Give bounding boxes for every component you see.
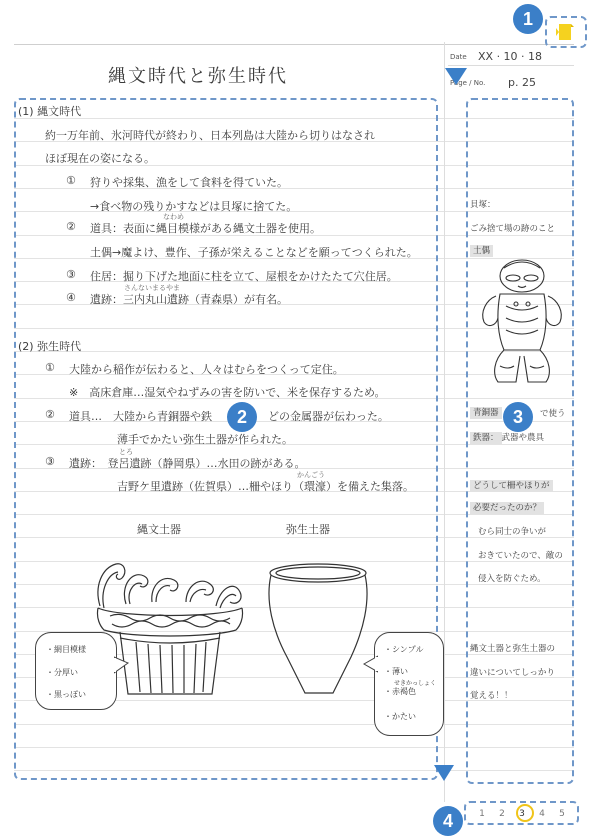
section1-item3-number: ③ — [66, 268, 76, 281]
section2-heading: (2) 弥生時代 — [18, 340, 82, 353]
section1-item4-number: ④ — [66, 291, 76, 304]
page-2-button[interactable]: 2 — [499, 809, 505, 819]
marker-3: 3 — [503, 402, 533, 432]
date-value: XX · 10 · 18 — [478, 50, 543, 63]
section1-item2-sub: 土偶→魔よけ、豊作、子孫が栄えることなどを願ってつくられた。 — [90, 246, 418, 259]
yayoi-callout — [374, 632, 444, 736]
jomon-feature-1: ・網目模様 — [46, 645, 86, 654]
jomon-pottery-label: 縄文土器 — [137, 523, 181, 536]
pagination — [464, 801, 579, 825]
sidebar-answer-3: 侵入を防ぐため。 — [478, 574, 546, 584]
section2-item2-part1: 道具… 大陸から青銅器や鉄 — [69, 410, 212, 423]
section1-item3: 住居：掘り下げた地面に柱を立て、屋根をかけたたて穴住居。 — [90, 270, 398, 283]
yayoi-callout-pointer — [362, 654, 378, 676]
section1-heading: (1) 縄文時代 — [18, 105, 82, 118]
yayoi-feature-2: ・薄い — [384, 667, 408, 676]
jomon-callout — [35, 632, 117, 710]
jomon-feature-2: ・分厚い — [46, 668, 78, 677]
section1-intro-1: 約一万年前、氷河時代が終わり、日本列島は大陸から切りはなされ — [45, 129, 375, 142]
bookmark-icon — [556, 22, 576, 42]
yayoi-pottery-label: 弥生土器 — [286, 523, 330, 536]
sidebar-memo-2: 違いについてしっかり — [470, 668, 555, 678]
section2-item1: 大陸から稲作が伝わると、人々はむらをつくって定住。 — [69, 363, 344, 376]
page-title: 縄文時代と弥生時代 — [108, 66, 288, 87]
sidebar-memo-3: 覚える！！ — [470, 691, 513, 701]
page-3-button[interactable]: 3 — [519, 809, 525, 819]
jomon-callout-pointer — [114, 655, 130, 677]
sidebar-seidoki — [470, 406, 502, 418]
section1-item2-number: ② — [66, 220, 76, 233]
page-number: p. 25 — [508, 76, 536, 89]
marker-2: 2 — [227, 402, 257, 432]
section1-item2-ruby: なわめ — [163, 213, 184, 221]
section2-item2-number: ② — [45, 408, 55, 421]
section1-item1-sub: →食べ物の残りかすなどは貝塚に捨てた。 — [90, 200, 298, 213]
sidebar-kaizuka-label: 貝塚： — [470, 200, 496, 210]
tekki-text: 武器や農具 — [501, 433, 545, 443]
section1-item4-ruby: さんないまるやま — [124, 284, 180, 292]
section1-item1: 狩りや採集、漁をして食料を得ていた。 — [90, 176, 288, 189]
section2-item1-number: ① — [45, 361, 55, 374]
yayoi-pottery-illustration — [263, 561, 373, 696]
question-line-2: 必要だったのか？ — [470, 502, 544, 514]
tekki-highlight: 鉄器： — [470, 432, 502, 444]
page-1-button[interactable]: 1 — [479, 809, 485, 819]
sidebar-answer-1: むら同士の争いが — [478, 527, 547, 537]
section2-item3-sub-ruby: かんごう — [297, 471, 325, 479]
section1-intro-2: ほぼ現在の姿になる。 — [45, 152, 155, 165]
section2-item2-sub: 薄手でかたい弥生土器が作られた。 — [117, 433, 293, 446]
page-label: Page / No. — [450, 79, 486, 87]
sidebar-answer-2: おきていたので、敵の — [478, 551, 563, 561]
section1-item1-number: ① — [66, 174, 76, 187]
yayoi-feature-3: ・赤褐色 — [384, 687, 416, 696]
question-line-1: どうして柵やほりが — [470, 480, 553, 492]
section1-item2: 道具：表面に縄目模様がある縄文土器を使用。 — [90, 222, 321, 235]
sidebar-memo-1: 縄文土器と弥生土器の — [470, 644, 556, 654]
section2-item3: 遺跡： 登呂遺跡（静岡県）…水田の跡がある。 — [69, 457, 306, 470]
section2-item3-number: ③ — [45, 455, 55, 468]
sidebar-kaizuka-text: ごみ捨て場の跡のこと — [470, 224, 556, 234]
scroll-down-icon[interactable] — [444, 66, 468, 86]
marker-4: 4 — [433, 806, 463, 836]
date-label: Date — [450, 53, 467, 61]
yayoi-feature-4: ・かたい — [384, 712, 416, 721]
jomon-feature-3: ・黒っぽい — [46, 690, 86, 699]
yayoi-feature-1: ・シンプル — [384, 645, 424, 654]
seidoki-highlight: 青銅器 — [470, 407, 502, 419]
sidebar-tekki — [470, 431, 544, 443]
page-4-button[interactable]: 4 — [539, 809, 545, 819]
yayoi-ruby: せきかっしょく — [394, 680, 437, 687]
sidebar-question — [470, 475, 553, 519]
dogu-figure-illustration — [476, 256, 568, 386]
section1-item4: 遺跡：三内丸山遺跡（青森県）が有名。 — [90, 293, 288, 306]
sidebar-seidoki-text: で使う — [540, 409, 566, 419]
margin-divider — [444, 42, 445, 802]
scroll-down-indicator-icon — [433, 764, 455, 782]
dogu-highlight: 土偶 — [470, 245, 493, 257]
sidebar-dogu-label — [470, 244, 493, 256]
page-5-button[interactable]: 5 — [559, 809, 565, 819]
bookmark-button[interactable] — [545, 16, 587, 48]
section2-item3-ruby: とろ — [119, 448, 133, 456]
top-rule — [14, 44, 574, 45]
section2-item3-sub: 吉野ケ里遺跡（佐賀県）…柵やほり（環濠）を備えた集落。 — [117, 480, 414, 493]
section2-item1-sub: ※ 高床倉庫…湿気やねずみの害を防いで、米を保存するため。 — [69, 386, 386, 399]
current-page-indicator — [516, 804, 534, 822]
section2-item2-part2: どの金属器が伝わった。 — [268, 410, 389, 423]
marker-1: 1 — [513, 4, 543, 34]
